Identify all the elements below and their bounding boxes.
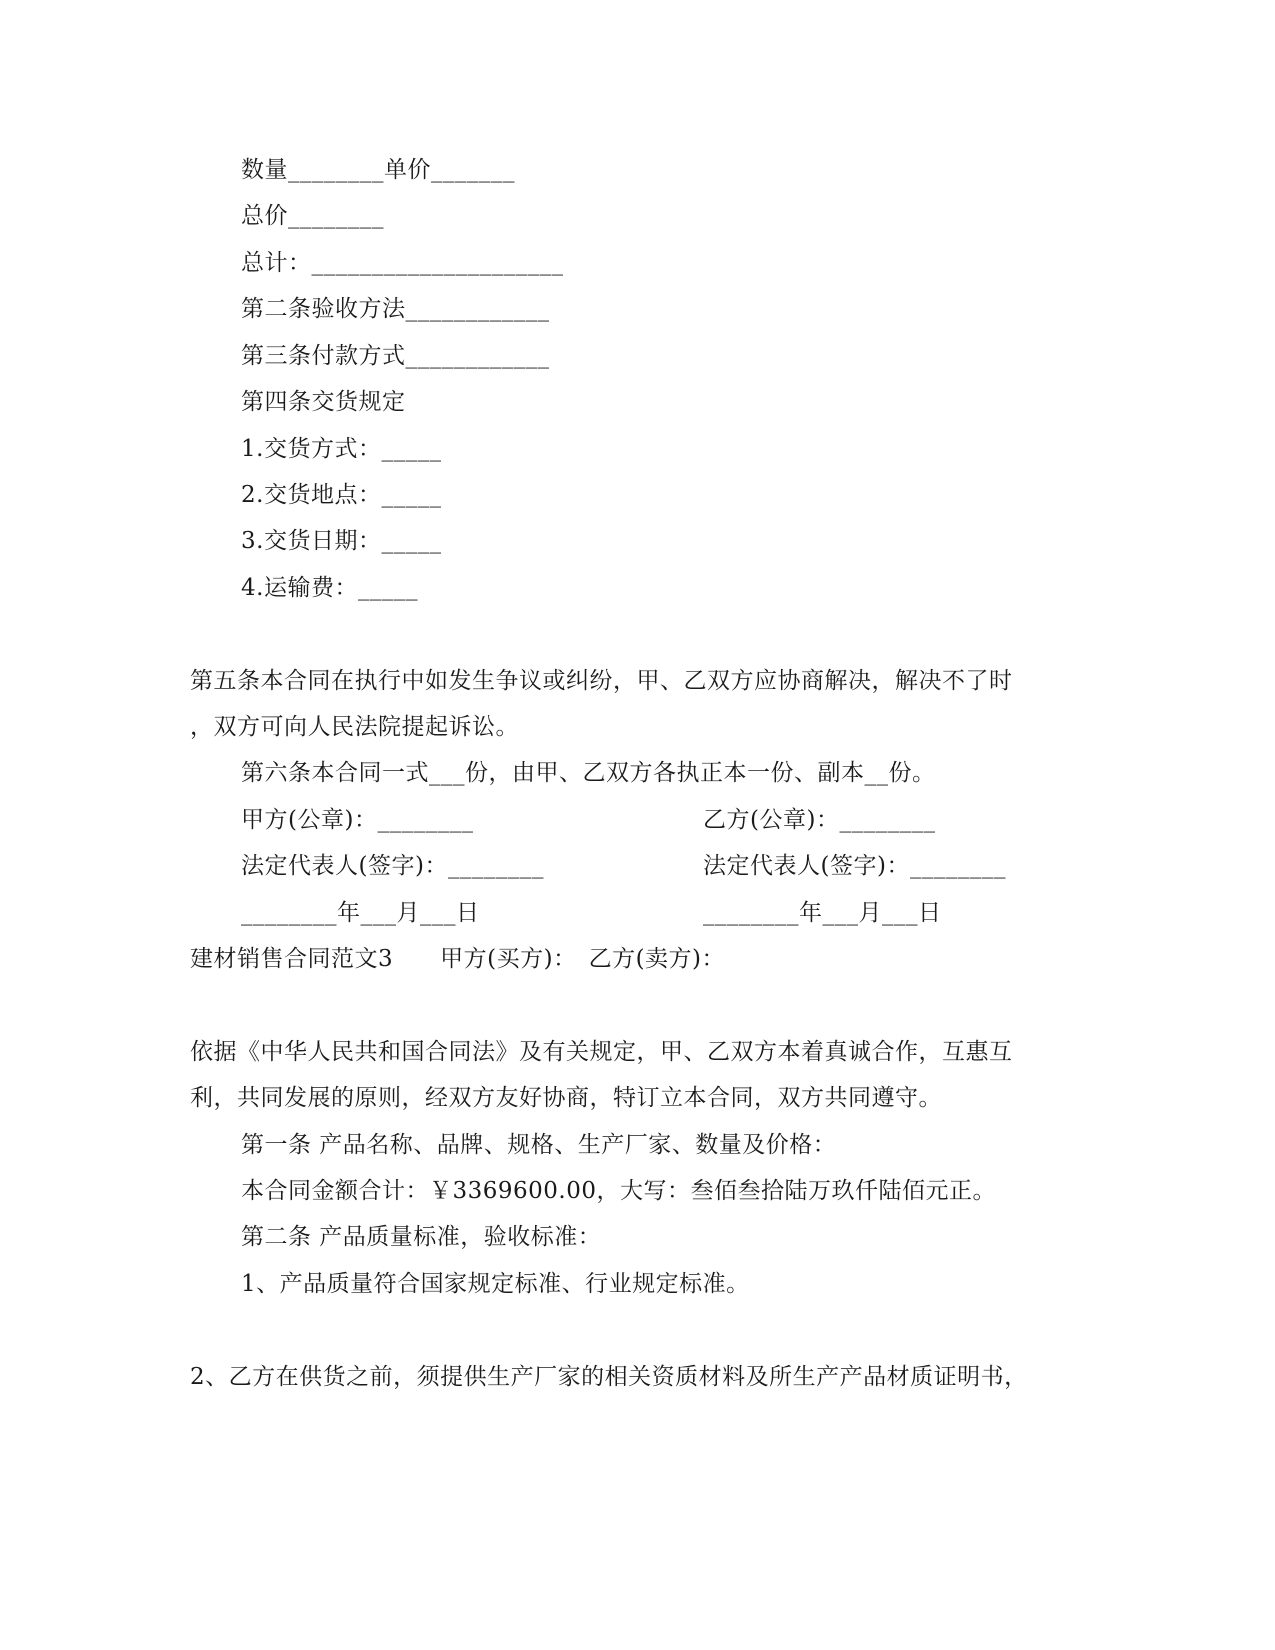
contract-amount-line: 本合同金额合计：￥3369600.00，大写：叁佰叁拾陆万玖仟陆佰元正。 [241, 1178, 997, 1204]
basis-line-1: 依据《中华人民共和国合同法》及有关规定，甲、乙双方本着真诚合作，互惠互 [190, 1039, 1013, 1065]
delivery-date-line: 3.交货日期：_____ [241, 528, 442, 554]
freight-line: 4.运输费：_____ [241, 575, 418, 601]
delivery-place-line: 2.交货地点：_____ [241, 482, 442, 508]
clause-1-heading: 第一条 产品名称、品牌、规格、生产厂家、数量及价格： [241, 1132, 837, 1158]
article-5-line-2: ，双方可向人民法院提起诉讼。 [190, 714, 519, 740]
party-b-date: ________年___月___日 [703, 900, 942, 926]
party-a-representative: 法定代表人(签字)：________ [241, 853, 544, 879]
delivery-method-line: 1.交货方式：_____ [241, 436, 442, 462]
article-3-payment: 第三条付款方式____________ [241, 343, 550, 369]
clause-2-heading: 第二条 产品质量标准，验收标准： [241, 1224, 602, 1250]
party-b-seal: 乙方(公章)：________ [703, 807, 936, 833]
article-4-delivery: 第四条交货规定 [241, 389, 406, 415]
quality-item-1: 1、产品质量符合国家规定标准、行业规定标准。 [241, 1271, 750, 1297]
party-b-representative: 法定代表人(签字)：________ [703, 853, 1006, 879]
grand-total-line: 总计：_____________________ [241, 250, 564, 276]
article-2-acceptance: 第二条验收方法____________ [241, 296, 550, 322]
sample-3-header: 建材销售合同范文3 甲方(买方)： 乙方(卖方)： [190, 946, 726, 972]
basis-line-2: 利，共同发展的原则，经双方友好协商，特订立本合同，双方共同遵守。 [190, 1085, 942, 1111]
total-price-line: 总价________ [241, 203, 384, 229]
quality-item-2: 2、乙方在供货之前，须提供生产厂家的相关资质材料及所生产产品材质证明书， [190, 1364, 1028, 1390]
article-5-line-1: 第五条本合同在执行中如发生争议或纠纷，甲、乙双方应协商解决，解决不了时 [190, 668, 1013, 694]
quantity-unit-price-line: 数量________单价_______ [241, 157, 515, 183]
article-6-copies: 第六条本合同一式___份，由甲、乙双方各执正本一份、副本__份。 [241, 760, 936, 786]
party-a-seal: 甲方(公章)：________ [241, 807, 474, 833]
party-a-date: ________年___月___日 [241, 900, 480, 926]
